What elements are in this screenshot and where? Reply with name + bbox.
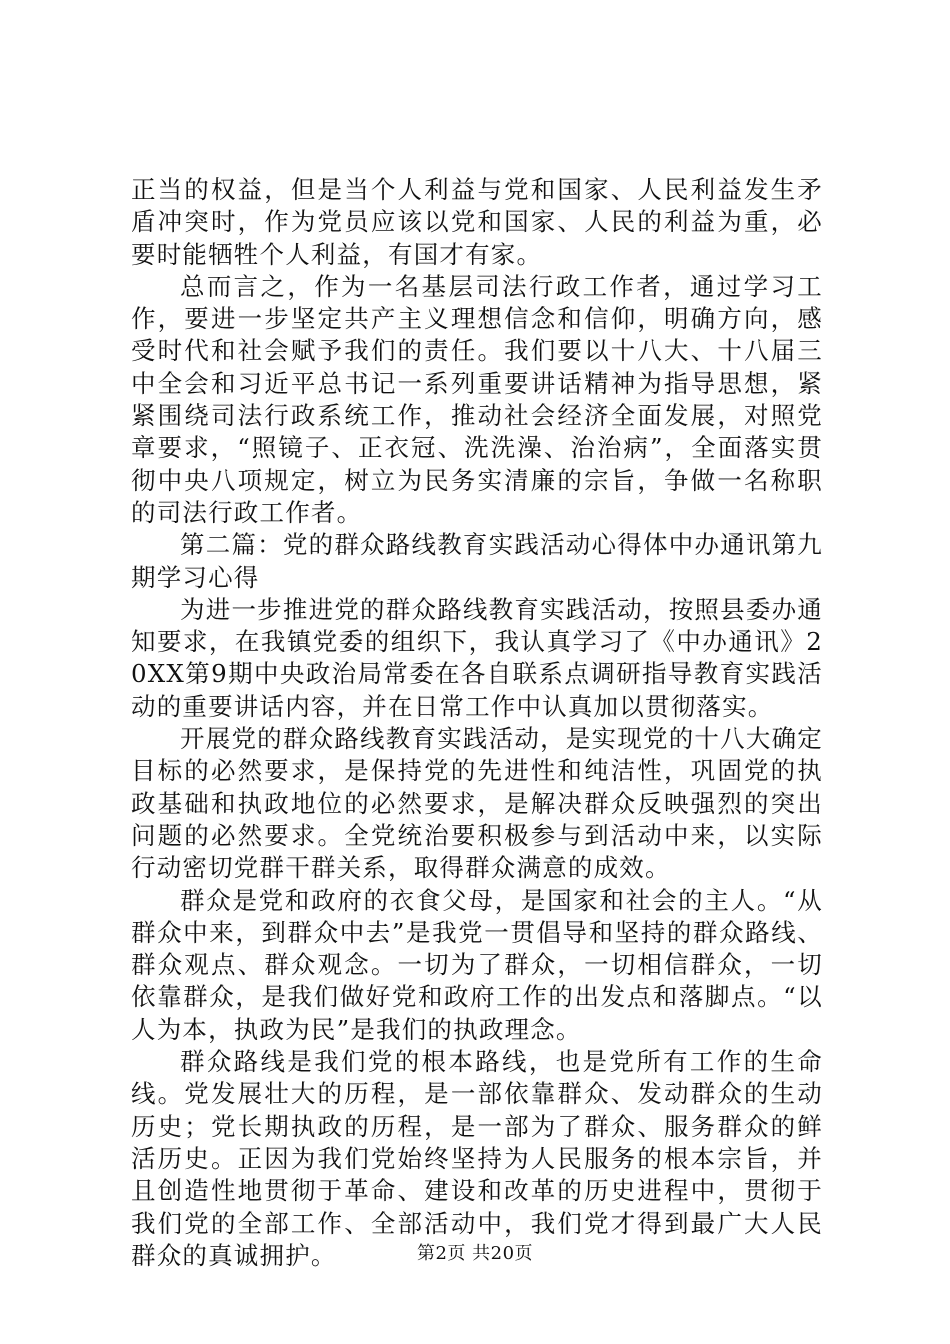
paragraph-6: 群众路线是我们党的根本路线，也是党所有工作的生命线。党发展壮大的历程，是一部依靠群众、发动群众的生动历史；党长期执政的历程，是一部为了群众、服务群众的鲜活历史。正因为我们党始终坚持为人民服务的根本宗旨，并且创造性地贯彻于革命、建设和改革的历史进程中，贯彻于我们党的全部工作、全部活动中，我们党才得到最广大人民群众的真诚拥护。 [131,1047,823,1270]
paragraph-1: 正当的权益，但是当个人利益与党和国家、人民利益发生矛盾冲突时，作为党员应该以党和国家、人民的利益为重，必要时能牺牲个人利益，有国才有家。 [131,175,823,269]
page-number-footer: 第2页 共20页 [416,1243,534,1264]
paragraph-5: 群众是党和政府的衣食父母，是国家和社会的主人。“从群众中来，到群众中去”是我党一贯倡导和坚持的群众路线、群众观点、群众观念。一切为了群众，一切相信群众，一切依靠群众，是我们做好党和政府工作的出发点和落脚点。“以人为本，执政为民”是我们的执政理念。 [131,885,823,1044]
paragraph-2: 总而言之，作为一名基层司法行政工作者，通过学习工作，要进一步坚定共产主义理想信念和信仰，明确方向，感受时代和社会赋予我们的责任。我们要以十八大、十八届三中全会和习近平总书记一系列重要讲话精神为指导思想，紧紧围绕司法行政系统工作，推动社会经济全面发展，对照党章要求，“照镜子、正衣冠、洗洗澡、治治病”，全面落实贯彻中央八项规定，树立为民务实清廉的宗旨，争做一名称职的司法行政工作者。 [131,271,823,527]
section-heading: 第二篇：党的群众路线教育实践活动心得体中办通讯第九期学习心得 [131,530,823,592]
paragraph-4: 开展党的群众路线教育实践活动，是实现党的十八大确定目标的必然要求，是保持党的先进性和纯洁性，巩固党的执政基础和执政地位的必然要求，是解决群众反映强烈的突出问题的必然要求。全党统治要积极参与到活动中来，以实际行动密切党群干群关系，取得群众满意的成效。 [131,724,823,883]
paragraph-3: 为进一步推进党的群众路线教育实践活动，按照县委办通知要求，在我镇党委的组织下，我认真学习了《中办通讯》20XX第9期中央政治局常委在各自联系点调研指导教育实践活动的重要讲话内容，并在日常工作中认真加以贯彻落实。 [131,594,823,721]
document-body [131,174,823,1272]
